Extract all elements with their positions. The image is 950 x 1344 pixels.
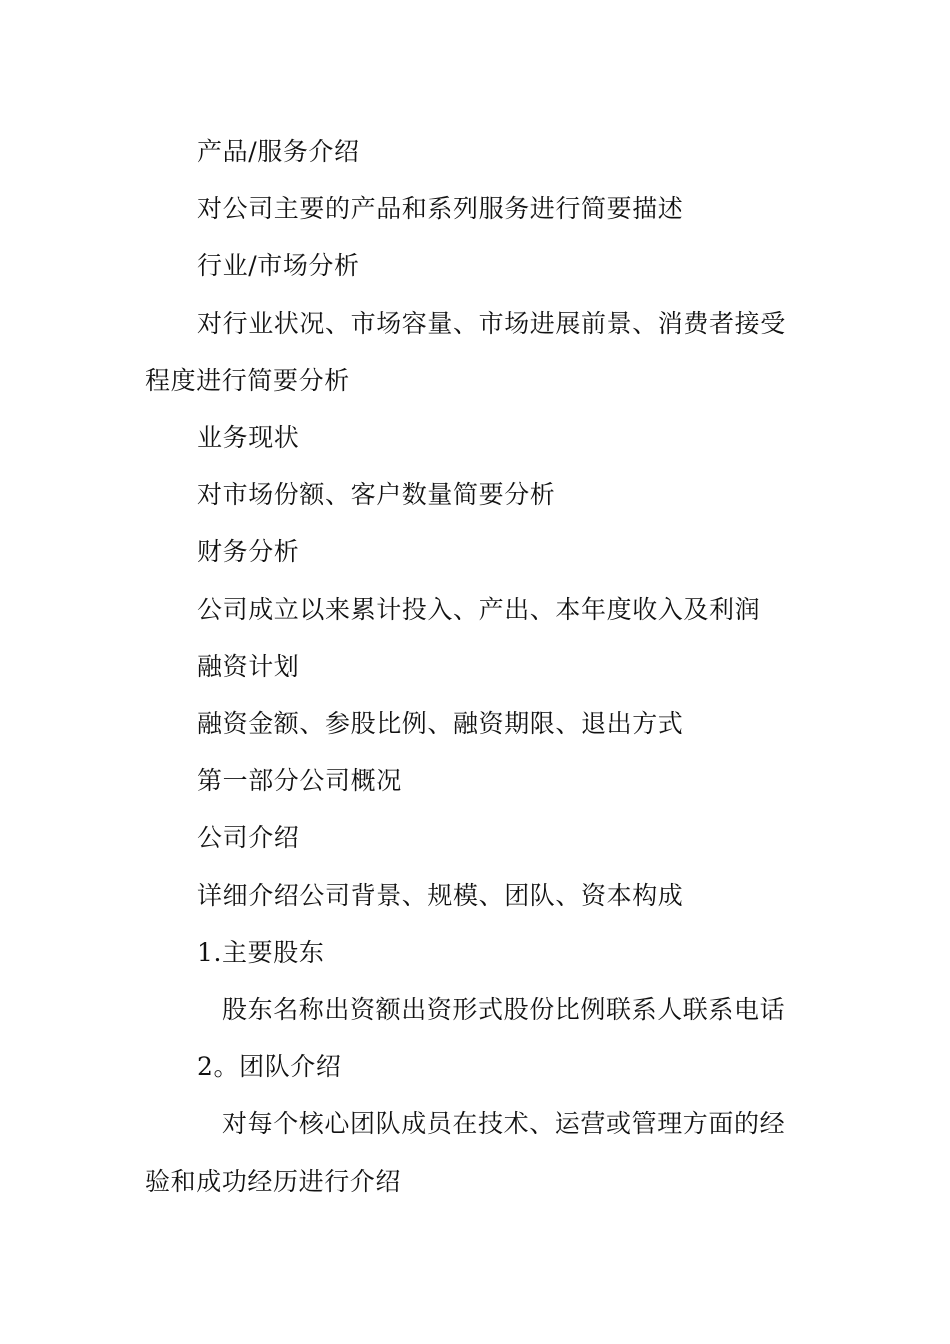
paragraph-shareholder-columns: 股东名称出资额出资形式股份比例联系人联系电话 [222, 995, 786, 1025]
heading-financing-plan: 融资计划 [197, 651, 300, 681]
heading-company-intro: 公司介绍 [197, 823, 300, 853]
paragraph-team-description: 对每个核心团队成员在技术、运营或管理方面的经验和成功经历进行介绍 [145, 1109, 786, 1196]
paragraph-product-description: 对公司主要的产品和系列服务进行简要描述 [197, 194, 684, 224]
heading-financial-analysis: 财务分析 [197, 537, 300, 567]
paragraph-financial-summary: 公司成立以来累计投入、产出、本年度收入及利润 [197, 594, 761, 624]
heading-part-one: 第一部分公司概况 [197, 766, 402, 796]
heading-main-shareholders: 1.主要股东 [197, 937, 325, 967]
paragraph-industry-analysis: 对行业状况、市场容量、市场进展前景、消费者接受程度进行简要分析 [145, 308, 786, 395]
heading-team-intro: 2。团队介绍 [197, 1052, 342, 1082]
heading-industry-market: 行业/市场分析 [197, 251, 360, 281]
heading-product-service: 产品/服务介绍 [197, 137, 360, 166]
paragraph-financing-details: 融资金额、参股比例、融资期限、退出方式 [197, 709, 684, 739]
paragraph-market-share: 对市场份额、客户数量简要分析 [197, 480, 556, 510]
document-body [145, 123, 810, 1210]
heading-business-status: 业务现状 [197, 423, 300, 453]
paragraph-company-details: 详细介绍公司背景、规模、团队、资本构成 [197, 880, 684, 910]
